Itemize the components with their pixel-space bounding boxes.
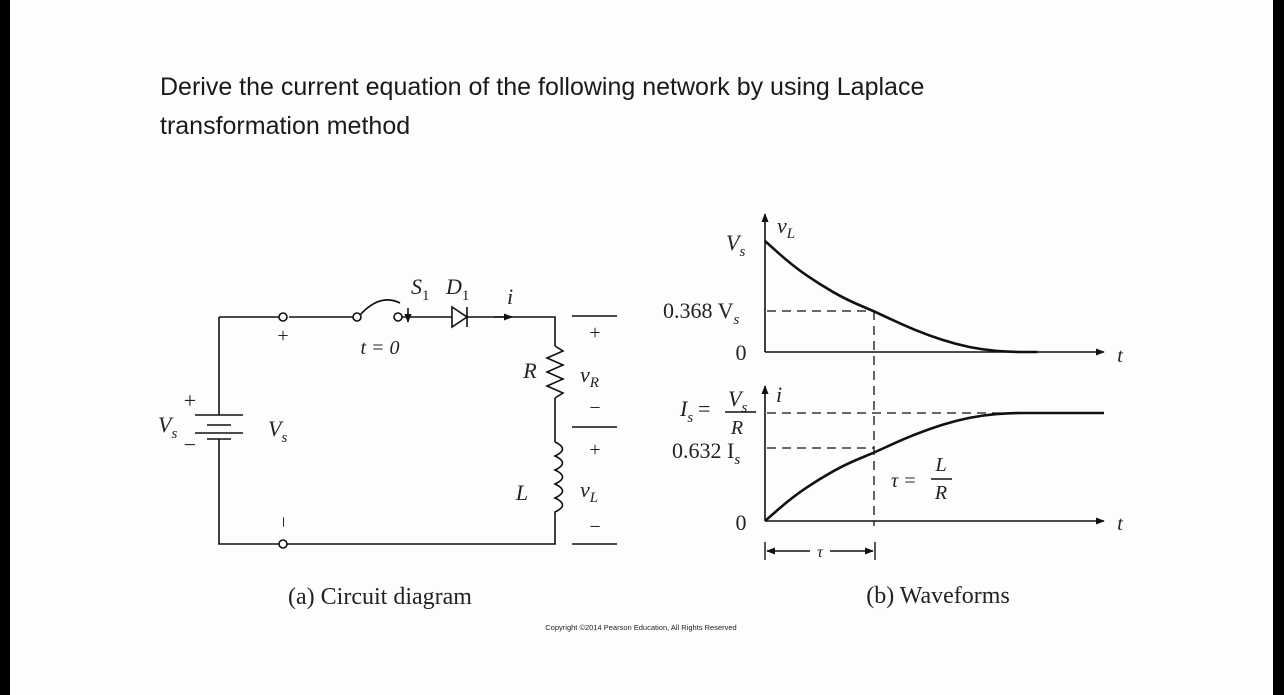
switch-right-contact	[394, 313, 402, 321]
battery-minus: −	[183, 432, 197, 457]
source-label: $V_s$	[158, 412, 178, 442]
switch-blade	[360, 300, 400, 315]
terminal-plus: +	[277, 325, 289, 347]
wire-diode-to-right	[467, 317, 555, 346]
tau-numerator: L	[935, 454, 947, 476]
i-mark-label: 0.632 $I_s$	[672, 438, 741, 468]
circuit-caption: (a) Circuit diagram	[288, 584, 472, 610]
t-label-bottom: t	[1117, 513, 1123, 535]
resistor-zigzag	[547, 346, 563, 398]
vr-plus: +	[589, 322, 601, 344]
is-label: $I_s$	[680, 396, 694, 426]
battery-plus: +	[183, 388, 197, 413]
vl-label: $v_L$	[580, 477, 599, 506]
question-line-2: transformation method	[160, 112, 411, 140]
resistor-label: R	[523, 358, 537, 383]
vl-mark-label: 0.368 $V_s$	[663, 298, 740, 328]
battery-plates	[195, 415, 243, 439]
current-label: i	[506, 284, 514, 309]
copyright-notice: Copyright ©2014 Pearson Education, All Rights Reserved	[545, 623, 737, 632]
question-line-1: Derive the current equation of the following network by using Laplace	[160, 73, 925, 101]
diode-symbol	[446, 307, 467, 327]
inductor-coil	[555, 442, 563, 518]
waveforms-caption: (b) Waveforms	[866, 583, 1010, 609]
vl-axis-label: $v_L$	[777, 213, 796, 242]
measure-bars	[572, 316, 617, 544]
vr-minus: −	[589, 397, 601, 419]
vl-zero: 0	[735, 340, 747, 365]
terminal-top	[279, 313, 287, 321]
is-equals: =	[698, 396, 711, 421]
circuit-diagram	[195, 300, 617, 548]
tau-dim-label: τ	[817, 544, 823, 561]
circuit-labels	[158, 274, 601, 610]
i-zero: 0	[735, 510, 747, 535]
vs-label: $V_s$	[726, 230, 746, 260]
vl-curve	[765, 241, 1038, 352]
i-axis-label: i	[776, 382, 783, 407]
terminal-minus: −	[272, 516, 294, 528]
diode-label: $D_1$	[446, 274, 470, 304]
t-label-top: t	[1117, 345, 1123, 367]
waveforms	[663, 213, 1123, 609]
switch-time-label: t = 0	[360, 337, 400, 359]
vl-minus: −	[589, 516, 601, 538]
terminal-bottom	[279, 540, 287, 548]
tau-equation-lhs: τ =	[891, 470, 917, 492]
switch-label: $S_1$	[411, 274, 430, 304]
vl-plus: +	[589, 439, 601, 461]
tau-denominator: R	[934, 482, 948, 504]
inductor-label: L	[515, 480, 529, 505]
is-denominator: R	[730, 417, 744, 439]
vr-label: $v_R$	[580, 362, 599, 391]
terminal-vs-label: $V_s$	[268, 416, 288, 446]
is-numerator: $V_s$	[728, 386, 748, 416]
wire-bottom	[287, 518, 555, 544]
